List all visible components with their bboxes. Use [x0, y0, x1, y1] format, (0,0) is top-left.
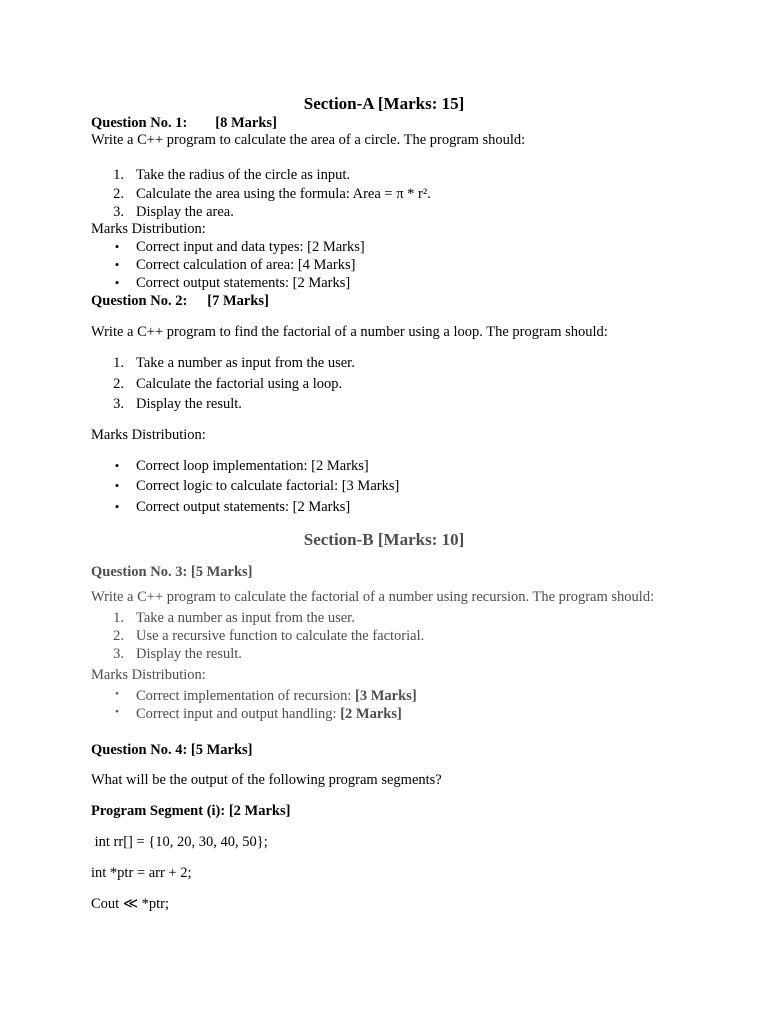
q1-step: Display the area. — [136, 204, 234, 220]
q3-marks-heading: Marks Distribution: — [91, 667, 206, 683]
list-number: 2. — [113, 376, 124, 392]
list-number: 2. — [113, 628, 124, 644]
q3-prompt: Write a C++ program to calculate the factorial of a number using recursion. The program should: — [91, 589, 655, 605]
q3-marks-item-marks: [3 Marks] — [355, 688, 417, 704]
list-number: 3. — [113, 396, 124, 412]
bullet-icon: • — [114, 478, 120, 493]
q3-step: Use a recursive function to calculate the factorial. — [136, 628, 425, 644]
q2-label: Question No. 2: — [91, 293, 188, 309]
q3-heading: Question No. 3: [5 Marks] — [91, 564, 253, 580]
code-line: int rr[] = {10, 20, 30, 40, 50}; — [91, 834, 268, 850]
bullet-icon: • — [114, 458, 120, 473]
q1-label: Question No. 1: — [91, 115, 188, 131]
code-line: int *ptr = arr + 2; — [91, 865, 192, 881]
list-number: 1. — [113, 355, 124, 371]
bullet-icon: • — [114, 239, 120, 254]
q3-marks-item-text: Correct implementation of recursion: — [136, 688, 356, 704]
q1-heading — [91, 115, 277, 132]
q2-marks-item: Correct logic to calculate factorial: [3 Marks] — [136, 478, 400, 494]
q3-marks-item-text: Correct input and output handling: — [136, 706, 341, 722]
bullet-icon: • — [114, 257, 120, 272]
q1-step: Calculate the area using the formula: Area = π * r². — [136, 186, 431, 202]
q4-segment-heading: Program Segment (i): [2 Marks] — [91, 803, 291, 819]
q2-step: Display the result. — [136, 396, 242, 412]
q1-marks-item: Correct calculation of area: [4 Marks] — [136, 257, 356, 273]
list-number: 1. — [113, 610, 124, 626]
q2-marks-item: Correct loop implementation: [2 Marks] — [136, 458, 369, 474]
q3-step: Take a number as input from the user. — [136, 610, 355, 626]
list-number: 2. — [113, 186, 124, 202]
list-number: 1. — [113, 167, 124, 183]
q2-marks: [7 Marks] — [207, 293, 269, 309]
q2-prompt: Write a C++ program to find the factorial of a number using a loop. The program should: — [91, 324, 608, 340]
q3-step: Display the result. — [136, 646, 242, 662]
q3-marks-item-marks: [2 Marks] — [340, 706, 402, 722]
q1-marks-item: Correct output statements: [2 Marks] — [136, 275, 351, 291]
bullet-icon: • — [115, 688, 119, 700]
bullet-icon: • — [114, 499, 120, 514]
q1-marks: [8 Marks] — [215, 115, 277, 131]
q4-prompt: What will be the output of the following program segments? — [91, 772, 442, 788]
code-line: Cout ≪ *ptr; — [91, 896, 170, 912]
q2-marks-item: Correct output statements: [2 Marks] — [136, 499, 351, 515]
q3-marks-item — [136, 688, 417, 705]
list-number: 3. — [113, 646, 124, 662]
q3-marks-item — [136, 706, 402, 723]
list-number: 3. — [113, 204, 124, 220]
q1-marks-item: Correct input and data types: [2 Marks] — [136, 239, 365, 255]
q2-heading — [91, 293, 269, 310]
section-a-title: Section-A [Marks: 15] — [303, 94, 465, 113]
q1-marks-heading: Marks Distribution: — [91, 221, 206, 237]
q1-step: Take the radius of the circle as input. — [136, 167, 350, 183]
q1-prompt: Write a C++ program to calculate the area of a circle. The program should: — [91, 132, 526, 148]
section-b-title: Section-B [Marks: 10] — [303, 530, 465, 549]
q2-step: Take a number as input from the user. — [136, 355, 355, 371]
q2-marks-heading: Marks Distribution: — [91, 427, 206, 443]
bullet-icon: • — [114, 275, 120, 290]
bullet-icon: • — [115, 706, 119, 718]
q2-step: Calculate the factorial using a loop. — [136, 376, 343, 392]
q4-heading: Question No. 4: [5 Marks] — [91, 742, 253, 758]
